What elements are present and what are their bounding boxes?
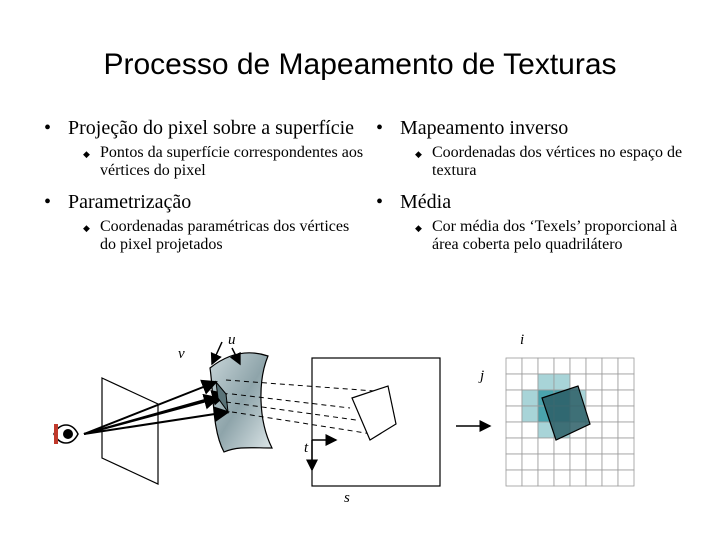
texel-cell bbox=[586, 390, 602, 406]
texel-cell bbox=[538, 470, 554, 486]
bullet-parametrization: • Parametrização bbox=[38, 192, 368, 213]
texel-cell bbox=[554, 358, 570, 374]
texel-cell bbox=[570, 470, 586, 486]
sub-bullet-texture-coords: ◆ Coordenadas dos vértices no espaço de textura bbox=[370, 144, 700, 180]
texel-cell bbox=[618, 438, 634, 454]
texel-cell bbox=[522, 390, 538, 406]
texel-cell bbox=[602, 470, 618, 486]
texel-cell bbox=[602, 422, 618, 438]
bullet-average: • Média bbox=[370, 192, 700, 213]
texel-cell bbox=[602, 406, 618, 422]
texel-cell bbox=[506, 406, 522, 422]
texel-cell bbox=[618, 390, 634, 406]
texel-cell bbox=[522, 374, 538, 390]
texel-cell bbox=[586, 374, 602, 390]
bullet-projection: • Projeção do pixel sobre a superfície bbox=[38, 118, 368, 139]
label-s: s bbox=[344, 490, 350, 506]
texel-cell bbox=[506, 374, 522, 390]
texel-cell bbox=[570, 454, 586, 470]
texel-cell bbox=[618, 406, 634, 422]
texel-cell bbox=[538, 438, 554, 454]
slide-title: Processo de Mapeamento de Texturas bbox=[103, 48, 617, 81]
texel-cell bbox=[602, 374, 618, 390]
texel-cell bbox=[522, 470, 538, 486]
texel-cell bbox=[506, 390, 522, 406]
texel-cell bbox=[602, 438, 618, 454]
texel-cell bbox=[522, 438, 538, 454]
texel-cell bbox=[602, 454, 618, 470]
texel-cell bbox=[554, 470, 570, 486]
sub-bullet-parametric-coords: ◆ Coordenadas paramétricas dos vértices do pixel projetados bbox=[38, 218, 368, 254]
texel-cell bbox=[538, 358, 554, 374]
texel-cell bbox=[506, 358, 522, 374]
texel-cell bbox=[522, 406, 538, 422]
label-j: j bbox=[480, 368, 485, 384]
eye-icon bbox=[54, 424, 78, 444]
bullet-inverse-mapping: • Mapeamento inverso bbox=[370, 118, 700, 139]
texel-cell bbox=[618, 470, 634, 486]
texel-cell bbox=[522, 358, 538, 374]
texel-cell bbox=[618, 422, 634, 438]
texel-cell bbox=[506, 454, 522, 470]
curved-surface bbox=[210, 353, 272, 452]
label-t: t bbox=[304, 440, 309, 456]
texel-cell bbox=[586, 358, 602, 374]
texel-cell bbox=[586, 470, 602, 486]
texel-cell bbox=[618, 374, 634, 390]
texel-cell bbox=[522, 454, 538, 470]
texel-cell bbox=[602, 358, 618, 374]
texel-cell bbox=[554, 374, 570, 390]
texel-cell bbox=[618, 454, 634, 470]
texel-cell bbox=[522, 422, 538, 438]
label-u: u bbox=[228, 332, 236, 348]
image-plane bbox=[102, 378, 158, 484]
texel-cell bbox=[538, 374, 554, 390]
texel-cell bbox=[570, 438, 586, 454]
texel-cell bbox=[506, 438, 522, 454]
sub-bullet-average-color: ◆ Cor média dos ‘Texels’ proporcional à área coberta pelo quadrilátero bbox=[370, 218, 700, 254]
texel-cell bbox=[506, 470, 522, 486]
texel-cell bbox=[586, 438, 602, 454]
label-v: v bbox=[178, 346, 185, 362]
texel-cell bbox=[570, 358, 586, 374]
texel-cell bbox=[506, 422, 522, 438]
texel-cell bbox=[554, 454, 570, 470]
texel-cell bbox=[618, 358, 634, 374]
texel-cell bbox=[538, 454, 554, 470]
label-i: i bbox=[520, 332, 525, 348]
texel-cell bbox=[602, 390, 618, 406]
sub-bullet-surface-points: ◆ Pontos da superfície correspondentes aos vértices do pixel bbox=[38, 144, 368, 180]
texel-cell bbox=[586, 454, 602, 470]
